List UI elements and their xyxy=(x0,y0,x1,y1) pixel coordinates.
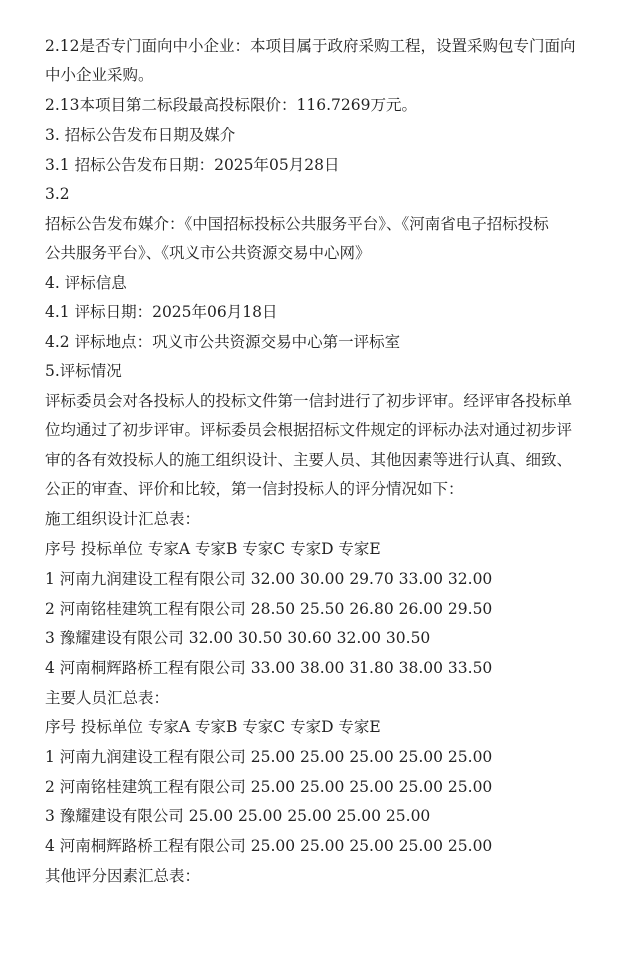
table-row: 2 河南铭桂建筑工程有限公司 28.50 25.50 26.80 26.00 29.50 xyxy=(45,600,493,618)
paragraph-line-2: 位均通过了初步评审。评标委员会根据招标文件规定的评标办法对通过初步评 xyxy=(45,421,573,439)
section-heading-5: 5.评标情况 xyxy=(45,362,122,380)
text-line-4-2: 4.2 评标地点：巩义市公共资源交易中心第一评标室 xyxy=(45,333,401,351)
text-line-2-13: 2.13本项目第二标段最高投标限价：116.7269万元。 xyxy=(45,96,417,114)
text-line-3-2: 3.2 xyxy=(45,185,70,203)
table-row: 4 河南桐辉路桥工程有限公司 25.00 25.00 25.00 25.00 25.00 xyxy=(45,837,493,855)
table-title-personnel: 主要人员汇总表： xyxy=(45,689,170,707)
table-row: 3 豫耀建设有限公司 32.00 30.50 30.60 32.00 30.50 xyxy=(45,629,431,647)
table-title-other-factors: 其他评分因素汇总表： xyxy=(45,867,201,885)
table-header-row: 序号 投标单位 专家A 专家B 专家C 专家D 专家E xyxy=(45,718,381,736)
table-header-row: 序号 投标单位 专家A 专家B 专家C 专家D 专家E xyxy=(45,540,381,558)
table-row: 1 河南九润建设工程有限公司 25.00 25.00 25.00 25.00 25.00 xyxy=(45,748,493,766)
text-line-2-12: 2.12是否专门面向中小企业：本项目属于政府采购工程，设置采购包专门面向 xyxy=(45,37,576,55)
table-row: 1 河南九润建设工程有限公司 32.00 30.00 29.70 33.00 32.00 xyxy=(45,570,493,588)
text-line-4-1: 4.1 评标日期：2025年06月18日 xyxy=(45,303,278,321)
paragraph-line-1: 评标委员会对各投标人的投标文件第一信封进行了初步评审。经评审各投标单 xyxy=(45,392,573,410)
text-line-3-1: 3.1 招标公告发布日期：2025年05月28日 xyxy=(45,156,340,174)
section-heading-3: 3. 招标公告发布日期及媒介 xyxy=(45,126,236,144)
table-row: 4 河南桐辉路桥工程有限公司 33.00 38.00 31.80 38.00 33.50 xyxy=(45,659,493,677)
table-row: 3 豫耀建设有限公司 25.00 25.00 25.00 25.00 25.00 xyxy=(45,807,431,825)
paragraph-line-3: 审的各有效投标人的施工组织设计、主要人员、其他因素等进行认真、细致、 xyxy=(45,451,573,469)
section-heading-4: 4. 评标信息 xyxy=(45,274,127,292)
text-line-2-12-cont: 中小企业采购。 xyxy=(45,66,154,84)
paragraph-line-4: 公正的审查、评价和比较，第一信封投标人的评分情况如下： xyxy=(45,480,464,498)
text-line-media: 招标公告发布媒介：《中国招标投标公共服务平台》、《河南省电子招标投标 xyxy=(45,215,549,233)
table-title-construction: 施工组织设计汇总表： xyxy=(45,510,201,528)
text-line-media-cont: 公共服务平台》、《巩义市公共资源交易中心网》 xyxy=(45,244,371,262)
table-row: 2 河南铭桂建筑工程有限公司 25.00 25.00 25.00 25.00 25.00 xyxy=(45,778,493,796)
